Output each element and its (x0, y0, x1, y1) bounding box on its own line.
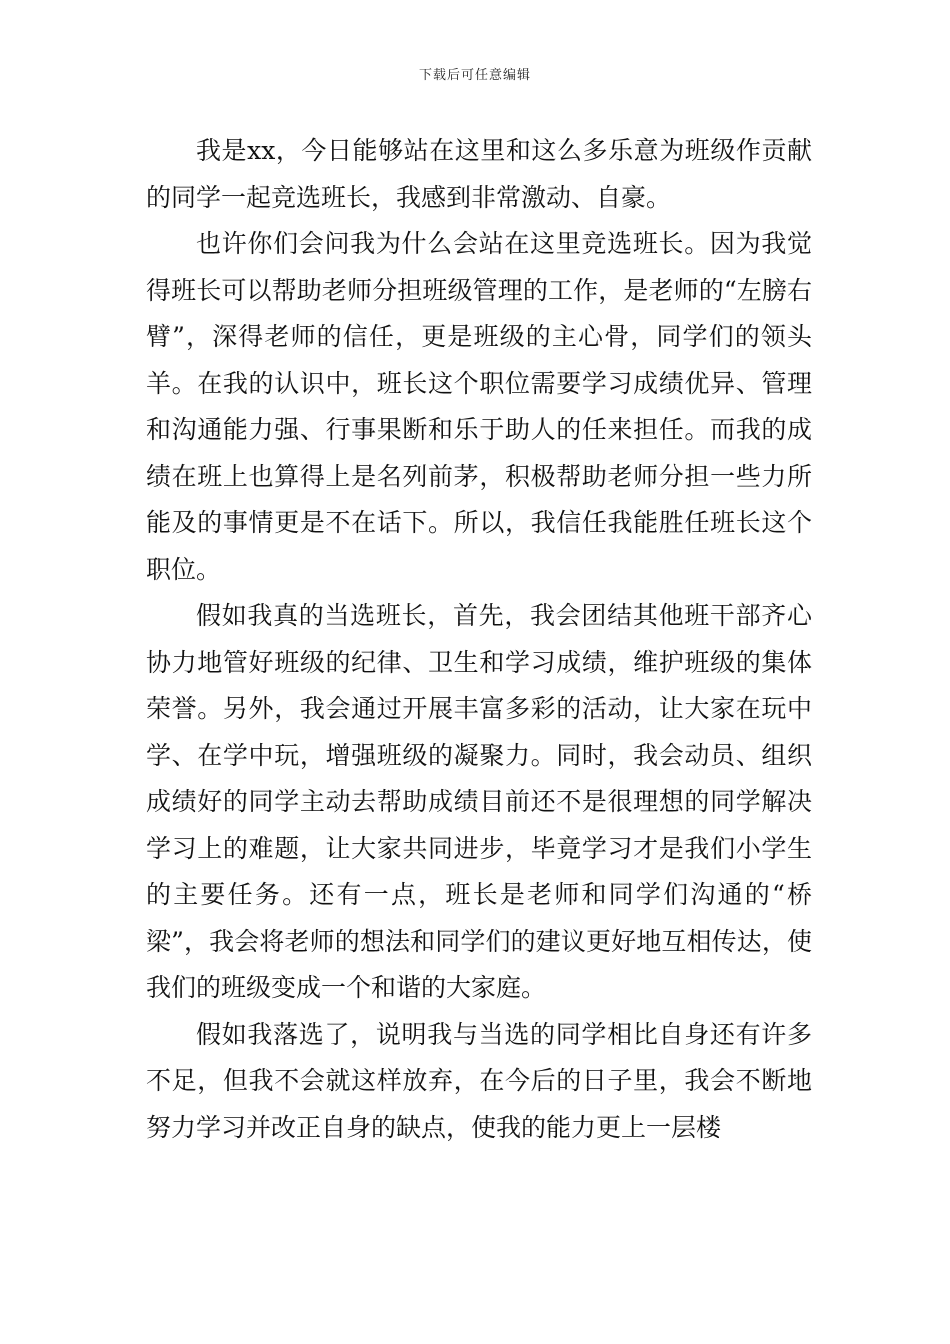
document-body (146, 128, 812, 1151)
paragraph-if-lose: 假如我落选了，说明我与当选的同学相比自身还有许多不足，但我不会就这样放弃，在今后的日子里，我会不断地努力学习并改正自身的缺点，使我的能力更上一层楼 (146, 1019, 812, 1142)
header-note: 下载后可任意编辑 (418, 68, 531, 83)
paragraph-intro: 我是xx，今日能够站在这里和这么多乐意为班级作贡献的同学一起竞选班长，我感到非常激动、自豪。 (146, 136, 812, 212)
paragraph-plan: 假如我真的当选班长，首先，我会团结其他班干部齐心协力地管好班级的纪律、卫生和学习成绩，维护班级的集体荣誉。另外，我会通过开展丰富多彩的活动，让大家在玩中学、在学中玩，增强班级的凝聚力。同时，我会动员、组织成绩好的同学主动去帮助成绩目前还不是很理想的同学解决学习上的难题，让大家共同进步，毕竟学习才是我们小学生的主要任务。还有一点，班长是老师和同学们沟通的“桥梁”，我会将老师的想法和同学们的建议更好地互相传达，使我们的班级变成一个和谐的大家庭。 (146, 601, 812, 1002)
paragraph-reason: 也许你们会问我为什么会站在这里竞选班长。因为我觉得班长可以帮助老师分担班级管理的工作，是老师的“左膀右臂”，深得老师的信任，更是班级的主心骨，同学们的领头羊。在我的认识中，班长这个职位需要学习成绩优异、管理和沟通能力强、行事果断和乐于助人的任来担任。而我的成绩在班上也算得上是名列前茅，积极帮助老师分担一些力所能及的事情更是不在话下。所以，我信任我能胜任班长这个职位。 (146, 229, 812, 584)
